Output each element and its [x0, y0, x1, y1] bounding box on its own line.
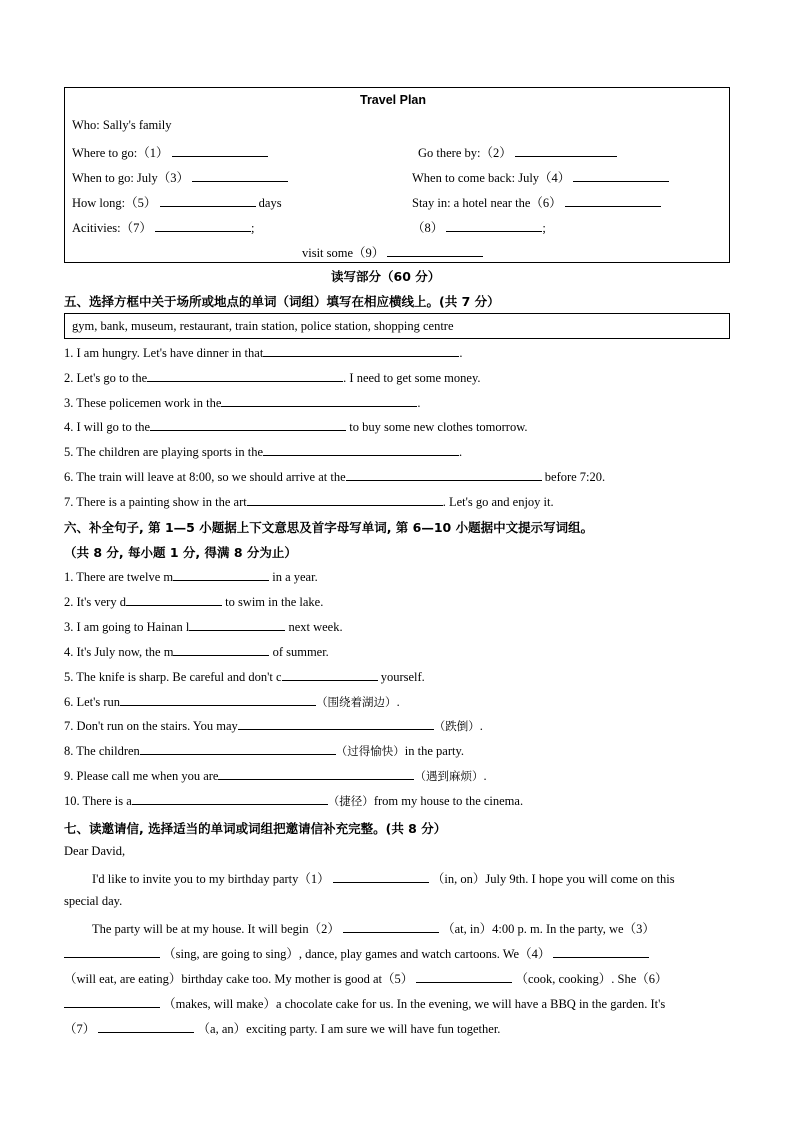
letter-line-6 — [64, 994, 665, 1012]
part6-question — [64, 594, 323, 610]
question-text: . — [479, 719, 483, 734]
question-text: 8. The children — [64, 744, 140, 759]
question-text: in the party. — [404, 744, 465, 759]
question-text: 1. I am hungry. Let's have dinner in that — [64, 346, 264, 360]
question-text: from my house to the cinema. — [373, 794, 524, 809]
answer-blank-7[interactable] — [155, 220, 251, 232]
answer-blank[interactable] — [120, 694, 316, 706]
answer-blank[interactable] — [218, 768, 414, 780]
question-text: in a year. — [269, 570, 318, 584]
letter-blank-3[interactable] — [64, 946, 160, 958]
answer-blank-3[interactable] — [192, 170, 288, 182]
letter-text: （at, in）4:00 p. m. In the party, we（3） — [442, 922, 655, 936]
question-text: 7. There is a painting show in the art — [64, 494, 247, 509]
letter-text: （a, an）exciting party. I am sure we will have fun together. — [197, 1022, 501, 1036]
letter-text: （sing, are going to sing）, dance, play games and watch cartoons. We（4） — [163, 947, 551, 961]
answer-blank-1[interactable] — [172, 145, 268, 157]
part5-title: 五、选择方框中关于场所或地点的单词（词组）填写在相应横线上。(共 7 分） — [64, 294, 500, 309]
letter-line-5 — [64, 969, 668, 987]
answer-blank[interactable] — [132, 793, 328, 805]
letter-text: （cook, cooking）. She（6） — [515, 972, 668, 986]
travel-blank8-label: （8） — [412, 221, 444, 235]
answer-blank-9[interactable] — [387, 245, 483, 257]
question-text: 2. Let's go to the — [64, 370, 148, 385]
answer-blank-6[interactable] — [565, 195, 661, 207]
travel-where-row — [72, 143, 268, 161]
section-header: 读写部分（60 分） — [331, 269, 441, 284]
part7-title: 七、读邀请信, 选择适当的单词或词组把邀请信补充完整。(共 8 分） — [64, 821, 447, 836]
part5-question — [64, 345, 462, 361]
answer-blank[interactable] — [147, 370, 343, 382]
question-text: 4. It's July now, the m — [64, 644, 174, 659]
answer-blank[interactable] — [140, 743, 336, 755]
travel-stay-label: Stay in: a hotel near the（6） — [412, 196, 562, 210]
answer-blank-4[interactable] — [573, 170, 669, 182]
travel-when-go-label: When to go: July（3） — [72, 171, 190, 185]
part5-question — [64, 419, 528, 435]
answer-blank[interactable] — [173, 569, 269, 581]
question-text: 5. The children are playing sports in the — [64, 445, 264, 460]
letter-blank-6[interactable] — [64, 996, 160, 1008]
part5-question — [64, 444, 462, 460]
question-text: . — [396, 694, 400, 709]
letter-line-4 — [64, 944, 649, 962]
question-text: . — [483, 769, 487, 784]
travel-activities-label: Acitivies:（7） — [72, 221, 152, 235]
part6-question — [64, 644, 329, 660]
letter-blank-5[interactable] — [416, 971, 512, 983]
answer-blank-8[interactable] — [446, 220, 542, 232]
chinese-hint: （跌倒） — [433, 719, 480, 734]
travel-when-back-label: When to come back: July（4） — [412, 171, 571, 185]
letter-text: I'd like to invite you to my birthday party（1） — [92, 872, 330, 886]
travel-when-back-row — [412, 168, 669, 186]
letter-blank-4[interactable] — [553, 946, 649, 958]
question-text: 7. Don't run on the stairs. You may — [64, 719, 238, 734]
letter-blank-2[interactable] — [343, 921, 439, 933]
chinese-hint: （过得愉快） — [335, 744, 405, 759]
letter-blank-1[interactable] — [333, 871, 429, 883]
letter-greeting: Dear David, — [64, 844, 126, 858]
question-text: 10. There is a — [64, 794, 132, 809]
answer-blank[interactable] — [346, 469, 542, 481]
question-text: . I need to get some money. — [343, 370, 481, 385]
answer-blank[interactable] — [238, 718, 434, 730]
letter-line-7 — [64, 1019, 500, 1037]
answer-blank[interactable] — [263, 444, 459, 456]
letter-text: （will eat, are eating）birthday cake too. My mother is good at（5） — [64, 972, 414, 986]
semicolon: ; — [250, 221, 255, 235]
question-text: 6. Let's run — [64, 694, 121, 709]
part6-question — [64, 669, 425, 685]
question-text: . Let's go and enjoy it. — [442, 494, 554, 509]
answer-blank[interactable] — [150, 419, 346, 431]
answer-blank[interactable] — [126, 594, 222, 606]
letter-text: （in, on）July 9th. I hope you will come on this — [431, 872, 675, 886]
travel-how-long-suffix: days — [258, 196, 282, 210]
part5-question — [64, 469, 605, 485]
word-box-text: gym, bank, museum, restaurant, train station, police station, shopping centre — [72, 319, 454, 333]
part6-question — [64, 768, 487, 784]
chinese-hint: （围绕着湖边） — [316, 694, 397, 709]
part6-question — [64, 569, 318, 585]
question-text: 4. I will go to the — [64, 420, 151, 435]
question-text: . — [459, 445, 463, 460]
question-text: 3. These policemen work in the — [64, 395, 222, 410]
part6-question — [64, 718, 483, 734]
answer-blank[interactable] — [173, 644, 269, 656]
part5-question — [64, 494, 554, 510]
answer-blank[interactable] — [282, 669, 378, 681]
part6-title-line2: （共 8 分, 每小题 1 分, 得满 8 分为止） — [64, 545, 297, 560]
answer-blank-2[interactable] — [515, 145, 617, 157]
letter-blank-7[interactable] — [98, 1021, 194, 1033]
travel-visit-row — [302, 243, 483, 261]
travel-stay-row — [412, 193, 661, 211]
answer-blank[interactable] — [247, 494, 443, 506]
answer-blank-5[interactable] — [160, 195, 256, 207]
travel-where-label: Where to go:（1） — [72, 146, 169, 160]
part5-question — [64, 370, 481, 386]
travel-visit-label: visit some（9） — [302, 246, 385, 260]
question-text: 6. The train will leave at 8:00, so we should arrive at the — [64, 470, 346, 484]
travel-blank8-row — [412, 218, 546, 236]
letter-text: （makes, will make）a chocolate cake for us. In the evening, we will have a BBQ in the garden. It's — [163, 997, 666, 1011]
travel-activities-row — [72, 218, 254, 236]
travel-how-long-label: How long:（5） — [72, 196, 157, 210]
question-text: . — [459, 346, 463, 360]
travel-when-go-row — [72, 168, 288, 186]
question-text: before 7:20. — [541, 470, 606, 484]
travel-who: Who: Sally's family — [72, 118, 172, 132]
travel-goby-label: Go there by:（2） — [418, 146, 512, 160]
part6-question — [64, 694, 400, 710]
answer-blank[interactable] — [221, 395, 417, 407]
part6-question — [64, 793, 523, 809]
part6-question — [64, 619, 343, 635]
letter-line-3 — [92, 919, 655, 937]
chinese-hint: （遇到麻烦） — [414, 769, 484, 784]
question-text: yourself. — [377, 669, 425, 684]
letter-text: The party will be at my house. It will begin（2） — [92, 922, 340, 936]
question-text: 5. The knife is sharp. Be careful and don't c — [64, 669, 282, 684]
question-text: 2. It's very d — [64, 594, 126, 609]
travel-plan-title: Travel Plan — [360, 93, 427, 107]
question-text: 1. There are twelve m — [64, 570, 174, 584]
question-text: to buy some new clothes tomorrow. — [346, 420, 528, 435]
answer-blank[interactable] — [189, 619, 285, 631]
answer-blank[interactable] — [263, 345, 459, 357]
semicolon: ; — [542, 221, 546, 235]
chinese-hint: （捷径） — [327, 794, 374, 809]
part6-title-line1: 六、补全句子, 第 1—5 小题据上下文意思及首字母写单词, 第 6—10 小题据中文提示写词组。 — [64, 520, 594, 535]
part6-question — [64, 743, 464, 759]
question-text: of summer. — [269, 644, 329, 659]
question-text: . — [417, 395, 421, 410]
travel-goby-row — [418, 143, 617, 161]
question-text: 9. Please call me when you are — [64, 769, 219, 784]
question-text: to swim in the lake. — [221, 594, 324, 609]
letter-text: （7） — [64, 1022, 96, 1036]
letter-line-2: special day. — [64, 894, 123, 908]
question-text: 3. I am going to Hainan l — [64, 619, 190, 634]
part5-question — [64, 395, 421, 411]
letter-line-1 — [92, 869, 675, 887]
travel-how-long-row — [72, 193, 282, 211]
question-text: next week. — [285, 619, 343, 634]
